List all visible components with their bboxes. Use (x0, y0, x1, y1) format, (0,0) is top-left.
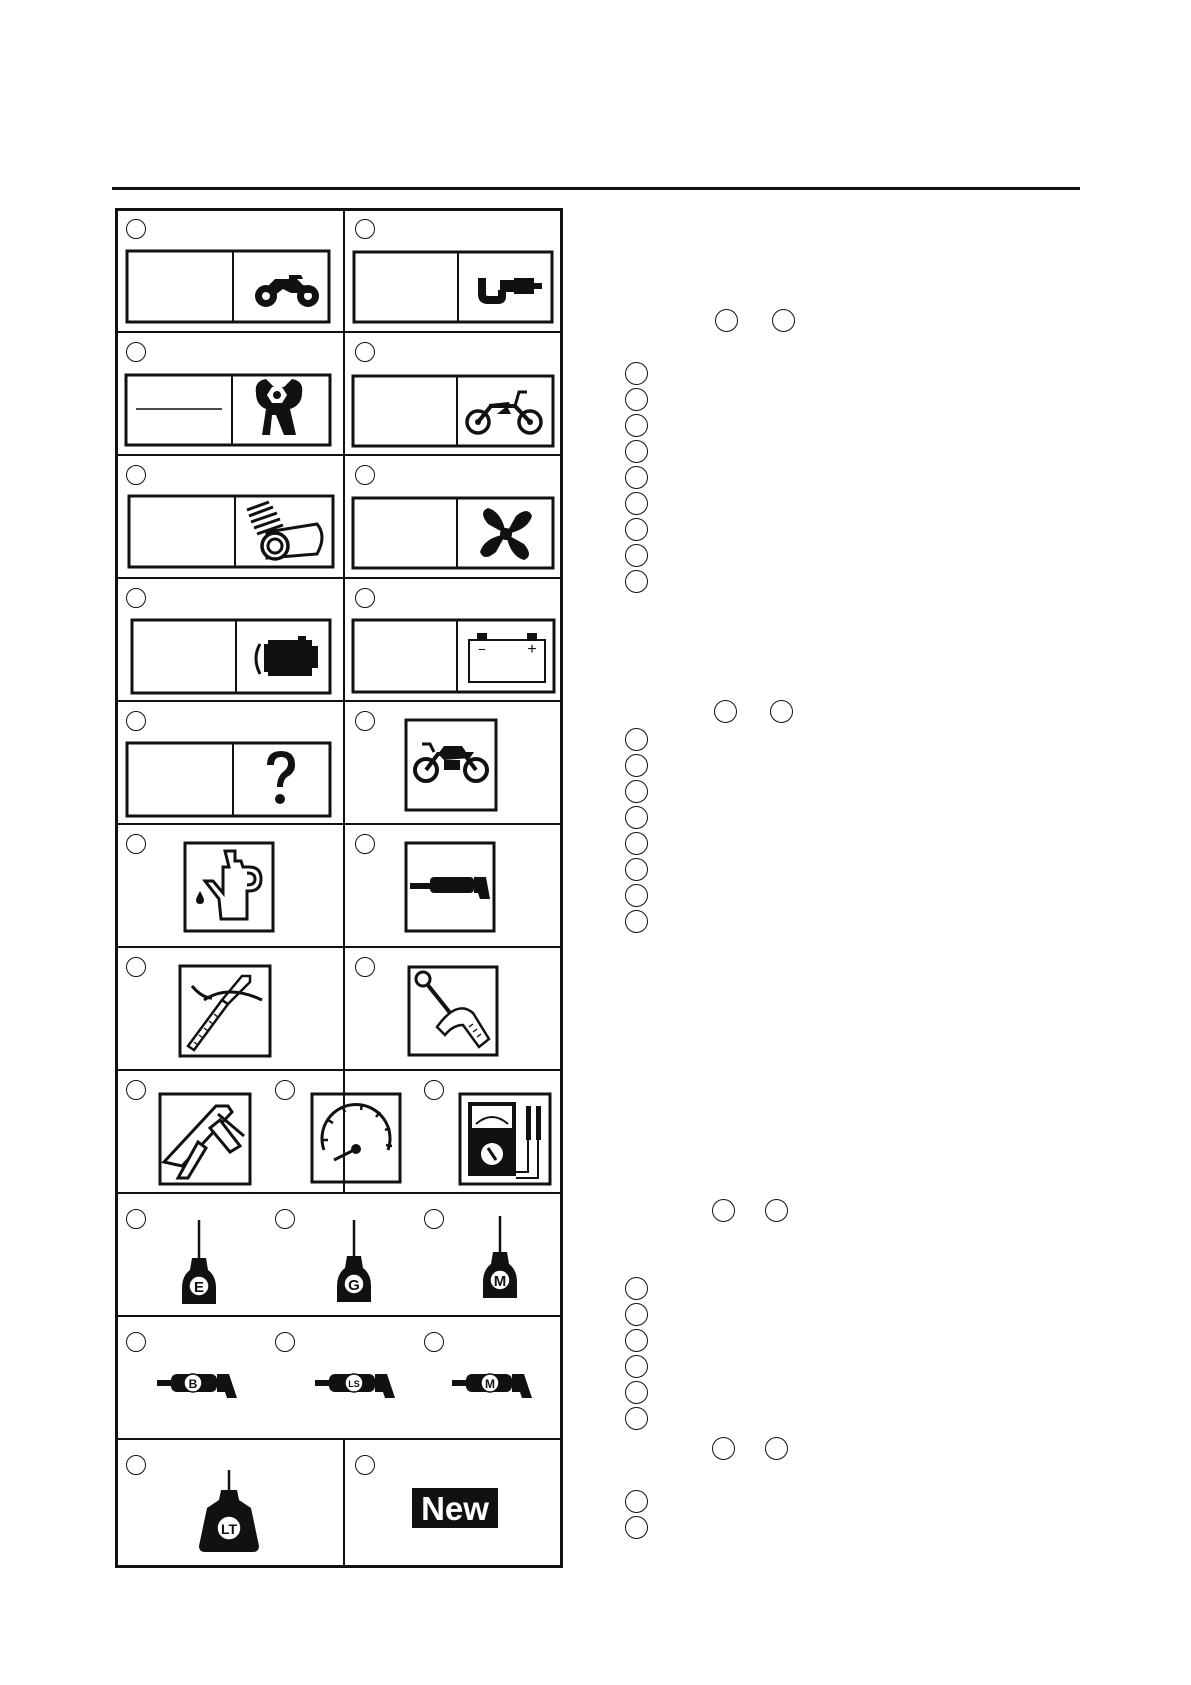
column-divider (343, 1439, 345, 1565)
row-divider (118, 1315, 560, 1317)
battery-plus-label: + (527, 641, 537, 658)
symbol-number-circle (126, 834, 146, 854)
legend-range-circle (772, 309, 795, 332)
column-divider (343, 211, 345, 1193)
letter-ls: LS (348, 1379, 360, 1389)
legend-item-circle (625, 1277, 648, 1300)
micrometer-icon (352, 250, 554, 324)
oil-bottle-m-icon (479, 1214, 521, 1304)
legend-item-circle (625, 544, 648, 567)
legend-item-circle (625, 362, 648, 385)
new-part-icon (412, 1488, 498, 1528)
symbol-number-circle (126, 957, 146, 977)
symbol-number-circle (126, 1080, 146, 1100)
legend-item-circle (625, 1407, 648, 1430)
multimeter-icon (458, 1092, 552, 1186)
header-rule (112, 187, 1080, 190)
symbol-number-circle (126, 219, 146, 239)
legend-item-circle (625, 388, 648, 411)
row-divider (118, 1192, 560, 1194)
letter-e: E (193, 1279, 205, 1296)
row-divider (118, 700, 560, 702)
engine-block-icon (130, 618, 332, 695)
symbol-number-circle (424, 1209, 444, 1229)
motorcycle-icon (125, 249, 331, 324)
legend-item-circle (625, 1303, 648, 1326)
legend-item-circle (625, 780, 648, 803)
symbol-number-circle (355, 711, 375, 731)
legend-range-circle (712, 1437, 735, 1460)
letter-b: B (188, 1377, 198, 1391)
legend-range-circle (712, 1199, 735, 1222)
legend-item-circle (625, 466, 648, 489)
torque-wrench-icon (407, 965, 499, 1057)
dirt-bike-icon (351, 374, 555, 448)
locking-agent-icon (197, 1468, 261, 1554)
legend-item-circle (625, 414, 648, 437)
legend-range-circle (714, 700, 737, 723)
tool-pliers-icon (178, 964, 272, 1058)
legend-item-circle (625, 1490, 648, 1513)
symbol-number-circle (126, 1455, 146, 1475)
caliper-icon (158, 1092, 252, 1186)
legend-item-circle (625, 492, 648, 515)
legend-item-circle (625, 832, 648, 855)
legend-item-circle (625, 884, 648, 907)
row-divider (118, 454, 560, 456)
row-divider (118, 1438, 560, 1440)
fan-icon (351, 496, 555, 570)
legend-range-circle (770, 700, 793, 723)
symbol-number-circle (355, 957, 375, 977)
grease-m-icon (450, 1370, 534, 1402)
new-label: New (421, 1490, 489, 1527)
grease-ls-icon (313, 1370, 397, 1402)
grease-b-icon (155, 1370, 239, 1402)
symbol-number-circle (275, 1209, 295, 1229)
legend-item-circle (625, 754, 648, 777)
symbol-number-circle (424, 1332, 444, 1352)
symbol-number-circle (126, 1209, 146, 1229)
row-divider (118, 577, 560, 579)
legend-item-circle (625, 806, 648, 829)
symbol-number-circle (355, 1455, 375, 1475)
symbol-number-circle (126, 1332, 146, 1352)
oil-bottle-g-icon (333, 1218, 375, 1308)
symbol-number-circle (355, 219, 375, 239)
engine-coil-icon (127, 494, 335, 569)
oil-bottle-e-icon (178, 1218, 220, 1308)
letter-lt: LT (220, 1521, 238, 1537)
symbol-number-circle (126, 711, 146, 731)
row-divider (118, 946, 560, 948)
legend-range-circle (765, 1437, 788, 1460)
row-divider (118, 1069, 560, 1071)
symbol-number-circle (126, 342, 146, 362)
dial-gauge-icon (310, 1092, 402, 1184)
legend-item-circle (625, 1329, 648, 1352)
symbol-number-circle (275, 1332, 295, 1352)
legend-range-circle (765, 1199, 788, 1222)
grease-gun-icon (404, 841, 496, 933)
letter-m: M (485, 1377, 495, 1391)
legend-item-circle (625, 1355, 648, 1378)
legend-item-circle (625, 728, 648, 751)
legend-item-circle (625, 1381, 648, 1404)
battery-minus-label: − (477, 641, 487, 657)
legend-range-circle (715, 309, 738, 332)
oil-can-icon (183, 841, 275, 933)
symbol-number-circle (275, 1080, 295, 1100)
legend-item-circle (625, 518, 648, 541)
symbol-number-circle (126, 465, 146, 485)
legend-item-circle (625, 910, 648, 933)
row-divider (118, 823, 560, 825)
symbol-number-circle (355, 588, 375, 608)
letter-g: G (348, 1277, 360, 1294)
legend-item-circle (625, 570, 648, 593)
wrench-nut-icon (124, 373, 332, 447)
battery-icon (351, 618, 556, 694)
symbol-number-circle (126, 588, 146, 608)
question-mark-icon (125, 741, 332, 818)
row-divider (118, 331, 560, 333)
symbol-number-circle (355, 834, 375, 854)
symbol-number-circle (355, 465, 375, 485)
letter-m: M (493, 1273, 507, 1290)
symbol-number-circle (355, 342, 375, 362)
legend-item-circle (625, 1516, 648, 1539)
symbol-number-circle (424, 1080, 444, 1100)
legend-item-circle (625, 440, 648, 463)
motorcycle-side-icon (404, 718, 498, 812)
legend-item-circle (625, 858, 648, 881)
